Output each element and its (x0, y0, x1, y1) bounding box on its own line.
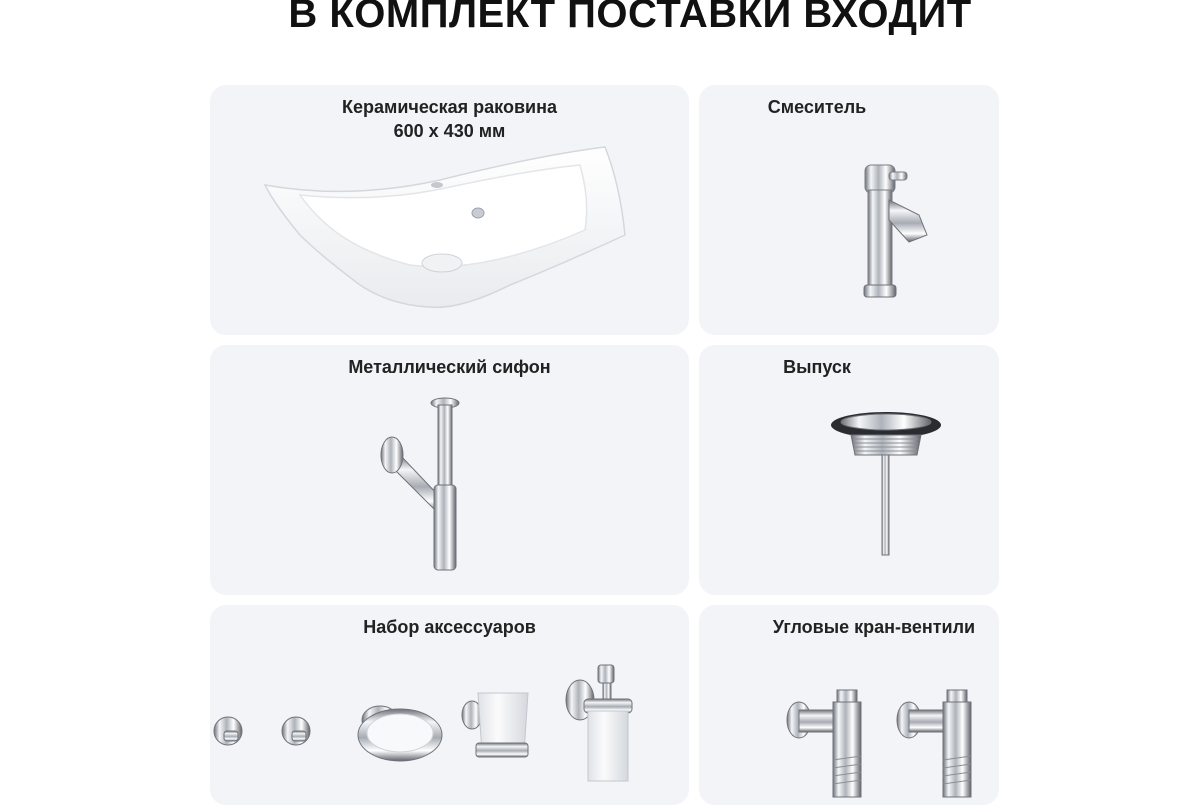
card-angle-valves (699, 605, 999, 805)
card-title: Выпуск (783, 357, 851, 377)
faucet-mixer-image (859, 160, 934, 305)
section-heading: В КОМПЛЕКТ ПОСТАВКИ ВХОДИТ (288, 0, 972, 36)
card-faucet (699, 85, 999, 335)
card-metal-siphon (210, 345, 689, 595)
card-subtitle: 600 x 430 мм (393, 121, 506, 141)
drain-outlet-image (829, 407, 944, 562)
angle-valves-image (781, 690, 991, 800)
ceramic-sink-image (260, 145, 630, 315)
hook-icon (214, 717, 242, 745)
soap-dispenser-icon (566, 665, 632, 781)
hook-icon (282, 717, 310, 745)
card-title: Угловые кран-вентили (772, 617, 976, 637)
card-ceramic-sink (210, 85, 689, 335)
card-title: Смеситель (767, 97, 867, 117)
tumbler-holder-icon (462, 693, 528, 757)
card-accessories-set (210, 605, 689, 805)
soap-dish-icon (358, 706, 442, 761)
card-title: Керамическая раковина (342, 97, 557, 117)
card-title: Набор аксессуаров (363, 617, 536, 637)
card-drain-outlet (699, 345, 999, 595)
accessories-set-image (210, 665, 640, 795)
card-title: Металлический сифон (348, 357, 551, 377)
angle-valve-icon (897, 690, 971, 797)
angle-valve-icon (787, 690, 861, 797)
metal-siphon-image (380, 395, 480, 575)
